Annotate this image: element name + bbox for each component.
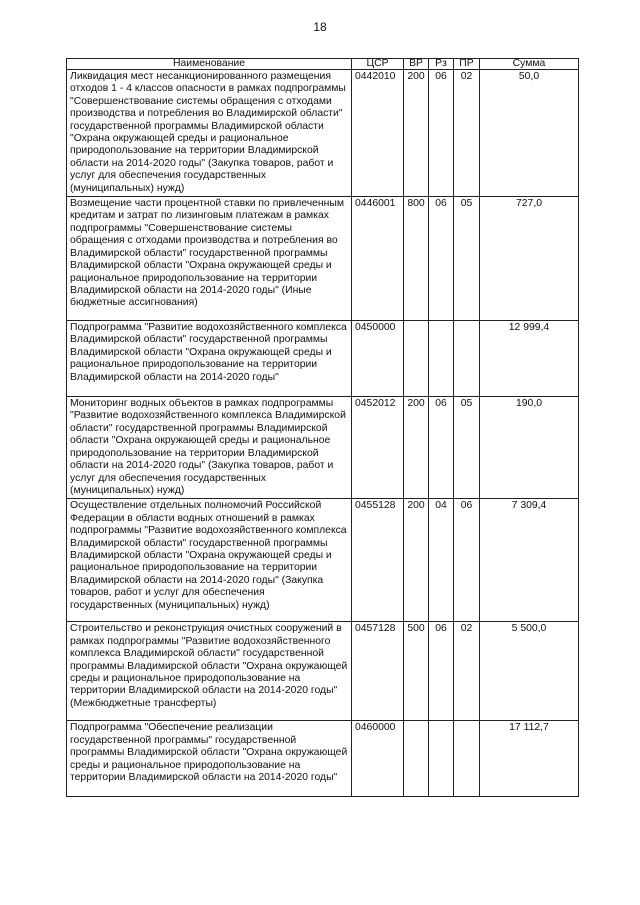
row-vr: 200 <box>404 499 429 622</box>
row-name: Строительство и реконструкция очистных сооружений в рамках подпрограммы "Развитие водохозяйственного комплекса Владимирской области" государственной программы Владимирской области "Охрана окружающей среды и рациональное природопользование на территории Владимирской области на 2014-2020 годы" (Межбюджетные трансферты) <box>67 622 352 721</box>
row-sum: 7 309,4 <box>480 499 579 622</box>
row-name: Возмещение части процентной ставки по привлеченным кредитам и затрат по лизинговым платежам в рамках подпрограммы "Совершенствование системы обращения с отходами производства и потребления во Владимирской области" государственной программы Владимирской области "Охрана окружающей среды и рациональное природопользование на территории Владимирской области на 2014-2020 годы" (Иные бюджетные ассигнования) <box>67 197 352 321</box>
table-row <box>67 197 579 321</box>
table-row <box>67 397 579 499</box>
row-pr: 02 <box>454 622 480 721</box>
row-vr: 200 <box>404 397 429 499</box>
row-pr: 02 <box>454 70 480 197</box>
row-rz: 06 <box>429 622 454 721</box>
header-pr: ПР <box>454 59 480 70</box>
row-rz: 06 <box>429 70 454 197</box>
row-pr: 05 <box>454 197 480 321</box>
row-sum: 5 500,0 <box>480 622 579 721</box>
row-vr: 200 <box>404 70 429 197</box>
row-vr <box>404 321 429 397</box>
row-sum: 12 999,4 <box>480 321 579 397</box>
row-csr: 0446001 <box>352 197 404 321</box>
row-pr: 06 <box>454 499 480 622</box>
row-pr <box>454 321 480 397</box>
row-csr: 0442010 <box>352 70 404 197</box>
row-rz <box>429 721 454 797</box>
row-csr: 0450000 <box>352 321 404 397</box>
row-rz: 06 <box>429 197 454 321</box>
table-row <box>67 622 579 721</box>
budget-table <box>66 58 579 797</box>
row-csr: 0457128 <box>352 622 404 721</box>
header-rz: Рз <box>429 59 454 70</box>
page-number: 18 <box>313 20 327 34</box>
row-sum: 50,0 <box>480 70 579 197</box>
row-sum: 17 112,7 <box>480 721 579 797</box>
row-name: Ликвидация мест несанкционированного размещения отходов 1 - 4 классов опасности в рамках подпрограммы "Совершенствование системы обращения с отходами производства и потребления во Владимирской области" государственной программы Владимирской области "Охрана окружающей среды и рациональное природопользование на территории Владимирской области на 2014-2020 годы" (Закупка товаров, работ и услуг для обеспечения государственных (муниципальных) нужд) <box>67 70 352 197</box>
row-name: Мониторинг водных объектов в рамках подпрограммы "Развитие водохозяйственного комплекса Владимирской области" государственной программы Владимирской области "Охрана окружающей среды и рациональное природопользование на территории Владимирской области на 2014-2020 годы" (Закупка товаров, работ и услуг для обеспечения государственных (муниципальных) нужд) <box>67 397 352 499</box>
header-vr: ВР <box>404 59 429 70</box>
table-header-row <box>67 59 579 70</box>
row-pr: 05 <box>454 397 480 499</box>
row-name: Осуществление отдельных полномочий Российской Федерации в области водных отношений в рамках подпрограммы "Развитие водохозяйственного комплекса Владимирской области" государственной программы Владимирской области "Охрана окружающей среды и рациональное природопользование на территории Владимирской области на 2014-2020 годы" (Закупка товаров, работ и услуг для обеспечения государственных (муниципальных) нужд) <box>67 499 352 622</box>
row-rz <box>429 321 454 397</box>
row-rz: 04 <box>429 499 454 622</box>
row-name: Подпрограмма "Обеспечение реализации государственной программы" государственной программы Владимирской области "Охрана окружающей среды и рациональное природопользование на территории Владимирской области на 2014-2020 годы" <box>67 721 352 797</box>
row-sum: 727,0 <box>480 197 579 321</box>
row-name: Подпрограмма "Развитие водохозяйственного комплекса Владимирской области" государственной программы Владимирской области "Охрана окружающей среды и рациональное природопользование на территории Владимирской области на 2014-2020 годы" <box>67 321 352 397</box>
table-row <box>67 721 579 797</box>
row-rz: 06 <box>429 397 454 499</box>
row-pr <box>454 721 480 797</box>
row-csr: 0452012 <box>352 397 404 499</box>
header-name: Наименование <box>67 59 352 70</box>
row-vr: 800 <box>404 197 429 321</box>
table-row <box>67 499 579 622</box>
row-sum: 190,0 <box>480 397 579 499</box>
table-row <box>67 70 579 197</box>
header-sum: Сумма <box>480 59 579 70</box>
row-csr: 0455128 <box>352 499 404 622</box>
row-vr <box>404 721 429 797</box>
row-csr: 0460000 <box>352 721 404 797</box>
row-vr: 500 <box>404 622 429 721</box>
table-row <box>67 321 579 397</box>
header-csr: ЦСР <box>352 59 404 70</box>
